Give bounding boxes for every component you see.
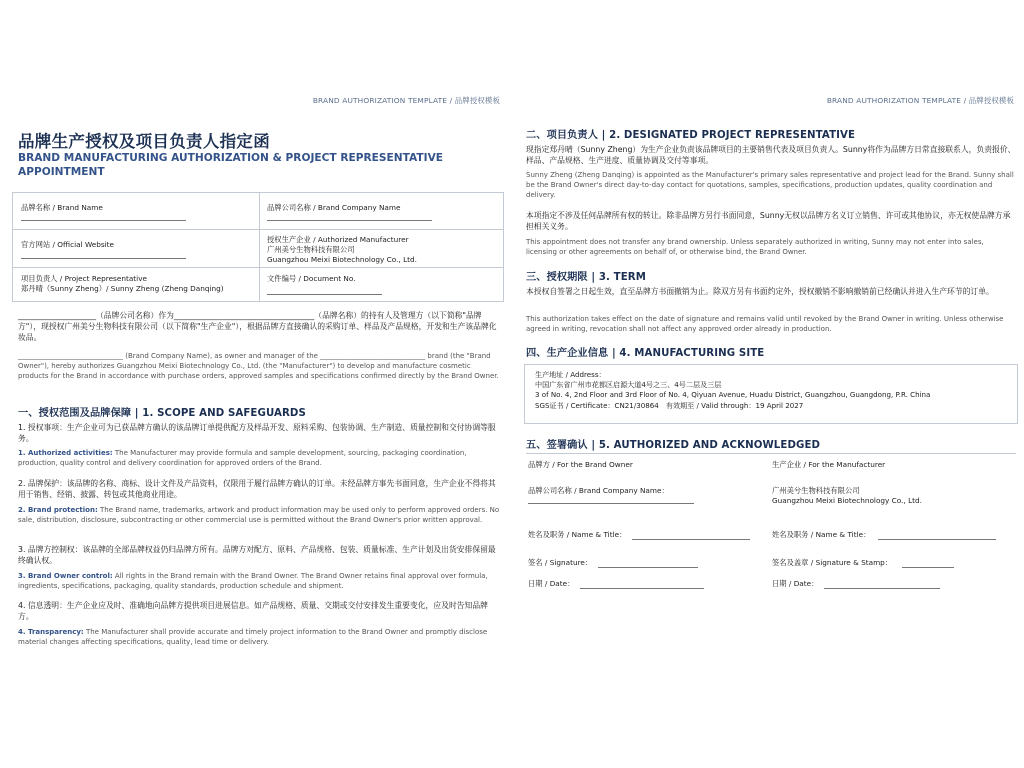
item-4-label: 4. Transparency: [18, 628, 84, 636]
sig-brand-company-label: 品牌公司名称 / Brand Company Name： [528, 486, 669, 495]
page-right [514, 82, 1022, 662]
sig-mfr-name-zh: 广州美兮生物科技有限公司 [772, 486, 860, 495]
brand-name-field[interactable] [21, 220, 186, 221]
page-title-en: BRAND MANUFACTURING AUTHORIZATION & PROJECT REPRESENTATIVE APPOINTMENT [18, 152, 444, 178]
item-4-en [18, 627, 500, 647]
page-title-zh: 品牌生产授权及项目负责人指定函 [18, 132, 270, 151]
item-2-en [18, 505, 500, 525]
sig-mfr-date-label: 日期 / Date： [772, 579, 819, 588]
site-address-label: 生产地址 / Address： [535, 370, 606, 379]
item-2-zh: 2. 品牌保护：该品牌的名称、商标、设计文件及产品资料，仅限用于履行品牌方确认的订单。未经品牌方事先书面同意，生产企业不得将其用于销售、经销、披露、转包或其他商业用途。 [18, 479, 496, 500]
section-2-text-en: Sunny Zheng (Zheng Danqing) is appointed as the Manufacturer's primary sales representative and project lead for the Brand. Sunny shall be the Brand Owner's direct day-to-day contact for quotations, samples, specifications, production updates, quality coordination and delivery. [526, 171, 1014, 199]
auth-mfr-label: 授权生产企业 / Authorized Manufacturer [267, 235, 409, 244]
page-left [2, 82, 508, 662]
sig-mfr-name-en: Guangzhou Meixi Biotechnology Co., Ltd. [772, 496, 922, 505]
sig-mfr-stamp-field[interactable] [902, 567, 954, 568]
section-2-note-en: This appointment does not transfer any brand ownership. Unless separately authorized in writing, Sunny may not enter into sales, licensing or other agreements on behalf of, or otherwise bind, the Brand Owner. [526, 238, 984, 256]
item-2-text: The Brand name, trademarks, artwork and product information may be used only to perform approved orders. No sale, distribution, disclosure, subcontracting or other commercial use is permitted without the Brand Owner's prior written approval. [18, 506, 500, 524]
website-field[interactable] [21, 258, 186, 259]
item-3-text: All rights in the Brand remain with the Brand Owner. The Brand Owner retains final approval over formula, ingredients, specifications, packaging, quality standards, production schedule and shipment. [18, 572, 488, 590]
running-header: BRAND AUTHORIZATION TEMPLATE / 品牌授权模板 [312, 96, 500, 105]
item-1-text: The Manufacturer may provide formula and sample development, sourcing, packaging coordination, production, quality control and delivery coordination for approved orders of the Brand. [18, 449, 467, 467]
item-4-text: The Manufacturer shall provide accurate and timely project information to the Brand Owner and promptly disclose material changes affecting specifications, quality, lead time or delivery. [18, 628, 488, 646]
auth-mfr-name-zh: 广州美兮生物科技有限公司 [267, 245, 355, 254]
section-2-note-zh: 本项指定不涉及任何品牌所有权的转让。除非品牌方另行书面同意，Sunny无权以品牌方名义订立销售、许可或其他协议，亦无权使品牌方承担相关义务。 [526, 211, 1011, 232]
table-divider [13, 229, 503, 230]
sig-mfr-date-field[interactable] [824, 588, 940, 589]
sig-brand-name-title-label: 姓名及职务 / Name & Title： [528, 530, 627, 539]
sig-mfr-name-title-label: 姓名及职务 / Name & Title： [772, 530, 871, 539]
item-3-zh: 3. 品牌方控制权：该品牌的全部品牌权益仍归品牌方所有。品牌方对配方、原料、产品规格、包装、质量标准、生产计划及出货安排保留最终确认权。 [18, 545, 496, 566]
item-4-zh: 4. 信息透明：生产企业应及时、准确地向品牌方提供项目进展信息。如产品规格、质量、交期或交付安排发生重要变化，应及时告知品牌方。 [18, 601, 488, 622]
proj-rep-label: 项目负责人 / Project Representative [21, 274, 148, 283]
website-label: 官方网站 / Official Website [21, 240, 115, 249]
sig-brand-signature-label: 签名 / Signature： [528, 558, 593, 567]
section-4-heading: 四、生产企业信息 | 4. MANUFACTURING SITE [526, 348, 765, 359]
item-1-zh: 1. 授权事项：生产企业可为已获品牌方确认的该品牌订单提供配方及样品开发、原料采购、包装协调、生产制造、质量控制和交付协调等服务。 [18, 423, 496, 444]
mfr-side-label: 生产企业 / For the Manufacturer [772, 460, 886, 469]
running-header: BRAND AUTHORIZATION TEMPLATE / 品牌授权模板 [826, 96, 1014, 105]
item-1-label: 1. Authorized activities: [18, 449, 113, 457]
section-1-heading: 一、授权范围及品牌保障 | 1. SCOPE AND SAFEGUARDS [18, 408, 306, 419]
sig-brand-date-label: 日期 / Date： [528, 579, 575, 588]
item-3-label: 3. Brand Owner control: [18, 572, 113, 580]
item-2-label: 2. Brand protection: [18, 506, 98, 514]
section-2-heading: 二、项目负责人 | 2. DESIGNATED PROJECT REPRESENTATIVE [526, 130, 856, 141]
section-5-heading: 五、签署确认 | 5. AUTHORIZED AND ACKNOWLEDGED [526, 440, 821, 451]
item-3-en [18, 571, 500, 591]
section-3-heading: 三、授权期限 | 3. TERM [526, 272, 646, 283]
sig-brand-company-field[interactable] [528, 503, 694, 504]
info-table [12, 192, 504, 302]
brand-company-label: 品牌公司名称 / Brand Company Name [267, 203, 401, 212]
section-3-text-zh: 本授权自签署之日起生效，直至品牌方书面撤销为止。除双方另有书面约定外，授权撤销不影响撤销前已经确认并进入生产环节的订单。 [526, 287, 994, 296]
table-divider [259, 193, 260, 301]
site-address-zh: 中国广东省广州市花都区启源大道4号之三、4号二层及三层 [535, 380, 722, 390]
brand-side-label: 品牌方 / For the Brand Owner [528, 460, 633, 469]
auth-mfr-name-en: Guangzhou Meixi Biotechnology Co., Ltd. [267, 255, 417, 264]
manufacturing-site-box [524, 364, 1018, 424]
sig-mfr-name-title-field[interactable] [878, 539, 996, 540]
doc-no-field[interactable] [267, 294, 382, 295]
item-1-en [18, 448, 500, 468]
brand-company-field[interactable] [267, 220, 432, 221]
section-3-text-en: This authorization takes effect on the date of signature and remains valid until revoked by the Brand Owner in writing. Unless otherwise agreed in writing, revocation shall not affect any approved order already in production. [526, 315, 1004, 333]
table-divider [13, 267, 503, 268]
sig-brand-name-title-field[interactable] [632, 539, 750, 540]
intro-en: ______________________________ (Brand Company Name), as owner and manager of the ______________________________ brand (the "Brand Owner"), hereby authorizes Guangzhou Meixi Biotechnology Co., Ltd. (the "Manufacturer") to develop and manufacture cosmetic products for the Brand in accordance with purchase orders, approved samples and specifications confirmed directly by the Brand Owner. [18, 352, 499, 380]
sig-brand-signature-field[interactable] [598, 567, 698, 568]
site-certificate: SGS证书 / Certificate：CN21/30864 有效期至 / Valid through：19 April 2027 [535, 400, 804, 410]
sig-brand-date-field[interactable] [580, 588, 704, 589]
intro-zh: ____________________（品牌公司名称）作为____________________________________（品牌名称）的持有人及管理方（以下简称"品牌方"），现授权广州美兮生物科技有限公司（以下简称"生产企业"），根据品牌方直接确认的采购订单、样品及产品规格，开发和生产该品牌化妆品。 [18, 311, 497, 343]
section-2-text-zh: 现指定郑丹晴（Sunny Zheng）为生产企业负责该品牌项目的主要销售代表及项目负责人。Sunny将作为品牌方日常直接联系人，负责报价、样品、产品规格、生产进度、质量协调及交付等事项。 [526, 145, 1016, 166]
site-address-en: 3 of No. 4, 2nd Floor and 3rd Floor of No. 4, Qiyuan Avenue, Huadu District, Guangzhou, Guangdong, P.R. China [535, 390, 931, 400]
proj-rep-name: 郑丹晴（Sunny Zheng）/ Sunny Zheng (Zheng Danqing) [21, 284, 224, 293]
section-5-rule [526, 453, 1016, 454]
doc-no-label: 文件编号 / Document No. [267, 274, 356, 283]
sig-mfr-stamp-label: 签名及盖章 / Signature & Stamp： [772, 558, 893, 567]
brand-name-label: 品牌名称 / Brand Name [21, 203, 103, 212]
